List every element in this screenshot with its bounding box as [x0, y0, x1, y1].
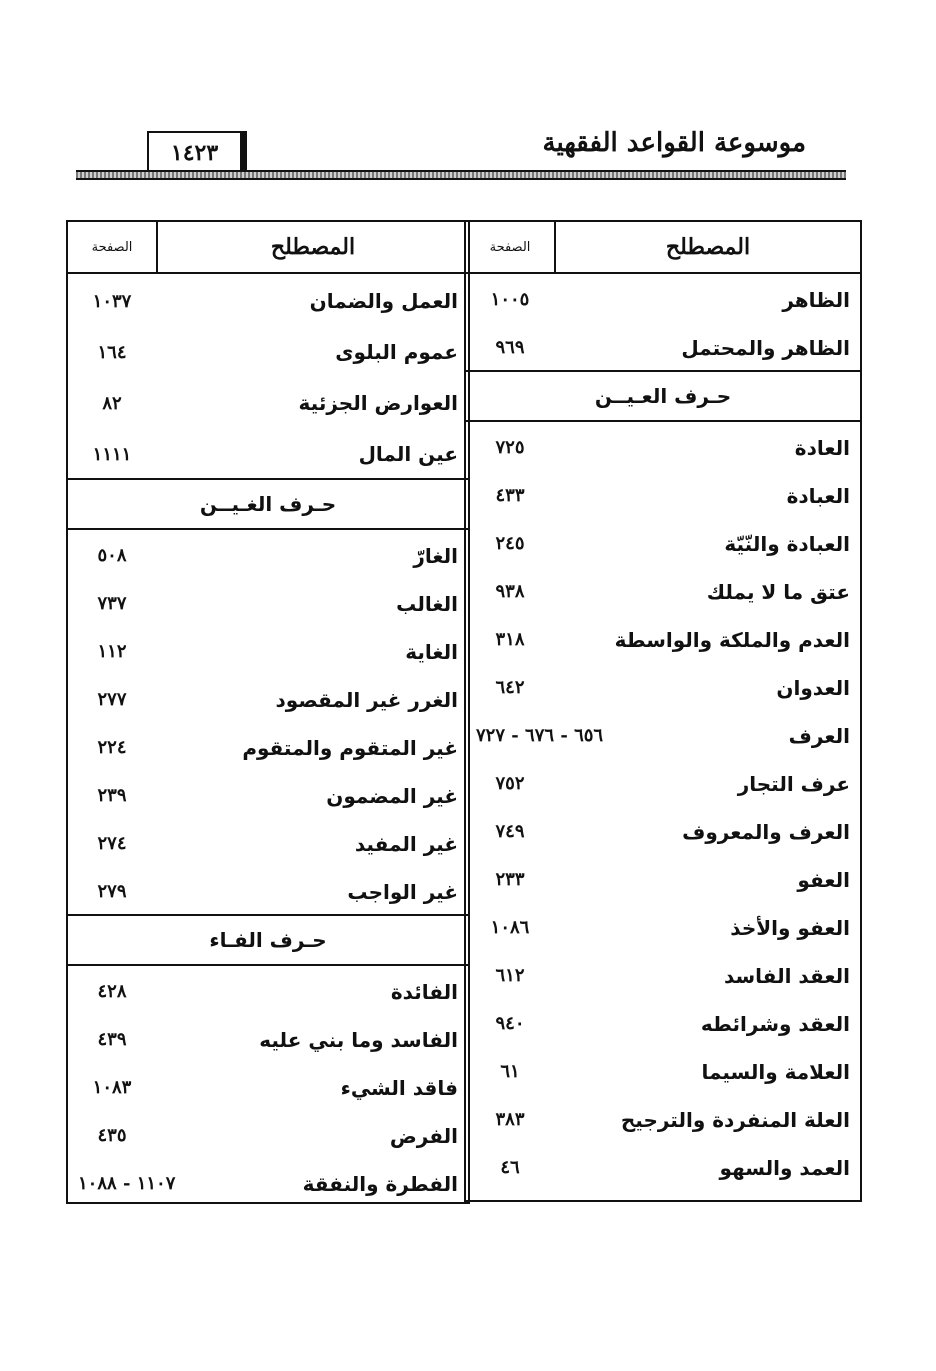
page-ref: ٦٥٦ - ٦٧٦ - ٧٢٧ [476, 725, 604, 746]
page-ref: ١٦٤ [97, 341, 127, 363]
term: عموم البلوى [335, 340, 458, 364]
page-ref: ٢٧٧ [97, 689, 127, 710]
page-ref: ٧٢٥ [495, 437, 525, 458]
right-column-header [466, 222, 860, 274]
term-header: المصطلح [270, 234, 356, 260]
term: العرف [788, 723, 850, 748]
term: عرف التجار [737, 771, 850, 796]
page-ref: ٦٤٢ [495, 677, 525, 698]
page-ref: ٢٤٥ [495, 533, 525, 554]
page-ref: ٦١ [500, 1061, 520, 1082]
page-ref: ٧٥٢ [495, 773, 525, 794]
page-ref: ٤٣٥ [97, 1125, 127, 1146]
page-ref: ٦١٢ [495, 965, 525, 986]
index-row [68, 626, 468, 674]
page-ref: ٢٣٣ [495, 869, 525, 890]
term: الفطرة والنفقة [302, 1171, 458, 1196]
page-ref: ١٠٨٣ [92, 1077, 132, 1098]
page-ref: ١١١١ [92, 443, 132, 465]
index-row [68, 966, 468, 1014]
page-ref: ٧٤٩ [495, 821, 525, 842]
index-row [68, 1110, 468, 1158]
page-header: الصفحة [466, 222, 556, 272]
index-row [68, 1014, 468, 1062]
page-ref: ١٠٨٦ [490, 917, 530, 938]
term: العادة [794, 435, 850, 460]
page-ref: ٢٣٩ [97, 785, 127, 806]
index-row [68, 325, 468, 376]
index-row [466, 422, 860, 470]
term: عتق ما لا يملك [706, 579, 850, 604]
page-ref: ٣٨٣ [495, 1109, 525, 1130]
page-ref: ١١٢ [97, 641, 127, 662]
index-row [466, 710, 860, 758]
page-ref: ٣١٨ [495, 629, 525, 650]
page-ref: ٢٧٤ [97, 833, 127, 854]
index-row [466, 902, 860, 950]
page-ref: ١٠٣٧ [92, 290, 132, 312]
index-row [466, 470, 860, 518]
index-row [466, 1142, 860, 1190]
page-ref: ٩٤٠ [495, 1013, 525, 1034]
term: غير الواجب [347, 879, 458, 904]
page-ref: ٨٢ [102, 392, 122, 414]
term: العمد والسهو [719, 1155, 850, 1180]
term: العقد وشرائطه [700, 1011, 850, 1036]
index-row [68, 578, 468, 626]
term: العقد الفاسد [723, 963, 850, 988]
term: الفاسد وما بني عليه [259, 1027, 458, 1052]
index-row [68, 866, 468, 914]
page-ref: ٥٠٨ [97, 545, 127, 566]
index-row [466, 1046, 860, 1094]
page-number: ١٤٢٣ [147, 131, 247, 175]
index-row [466, 950, 860, 998]
page-ref: ٤٣٩ [97, 1029, 127, 1050]
header-rule [76, 170, 846, 180]
index-row [466, 322, 860, 370]
term: الظاهر والمحتمل [681, 335, 850, 360]
page-ref: ١١٠٧ - ١٠٨٨ [78, 1173, 176, 1194]
term: العلامة والسيما [701, 1059, 850, 1084]
term: العبادة [786, 483, 850, 508]
term: العفو والأخذ [730, 915, 850, 940]
right-index-table [464, 220, 862, 1202]
term: الغارّ [413, 543, 458, 568]
page-ref: ٢٧٩ [97, 881, 127, 902]
index-row [68, 818, 468, 866]
term: الغالب [396, 591, 458, 616]
index-row [466, 566, 860, 614]
index-row [68, 274, 468, 325]
term: الفرض [389, 1123, 458, 1148]
term: عين المال [358, 442, 458, 466]
page-ref: ٩٦٩ [495, 337, 525, 358]
term: العدوان [776, 675, 850, 700]
term: العرف والمعروف [682, 819, 850, 844]
index-row [68, 1062, 468, 1110]
index-row [466, 854, 860, 902]
book-title: موسوعة القواعد الفقهية [542, 128, 806, 158]
page-ref: ٩٣٨ [495, 581, 525, 602]
section-heading-ghain: حـرف الغـيــن [68, 478, 468, 530]
page-ref: ١٠٠٥ [490, 289, 530, 310]
left-column-header [68, 222, 468, 274]
left-index-table [66, 220, 470, 1204]
page-ref: ٤٦ [500, 1157, 520, 1178]
term: الفائدة [390, 979, 458, 1004]
index-row [466, 1094, 860, 1142]
index-row [466, 998, 860, 1046]
page-ref: ٤٢٨ [97, 981, 127, 1002]
index-row [68, 1158, 468, 1206]
section-heading-ain: حـرف العـيــن [466, 370, 860, 422]
section-heading-fa: حـرف الفـاء [68, 914, 468, 966]
index-row [466, 518, 860, 566]
index-row [68, 427, 468, 478]
term: غير المتقوم والمتقوم [242, 735, 458, 760]
index-row [466, 614, 860, 662]
index-row [68, 376, 468, 427]
index-row [466, 806, 860, 854]
index-row [466, 758, 860, 806]
term: الغاية [405, 639, 458, 664]
term: العدم والملكة والواسطة [614, 627, 850, 652]
page-ref: ٤٣٣ [495, 485, 525, 506]
term: الظاهر [782, 287, 850, 312]
term: العلة المنفردة والترجيح [620, 1107, 850, 1132]
page-ref: ٧٣٧ [97, 593, 127, 614]
term: العوارض الجزئية [298, 391, 458, 415]
index-row [68, 530, 468, 578]
index-row [68, 722, 468, 770]
term: العمل والضمان [309, 289, 458, 313]
term: فاقد الشيء [340, 1075, 458, 1100]
index-row [466, 662, 860, 710]
page-header: الصفحة [68, 222, 158, 272]
index-row [68, 674, 468, 722]
term-header: المصطلح [665, 234, 751, 260]
term: العبادة والنّيّة [724, 531, 850, 556]
term: غير المضمون [326, 783, 458, 808]
index-row [466, 274, 860, 322]
term: العفو [797, 867, 850, 892]
index-row [68, 770, 468, 818]
term: الغرر غير المقصود [275, 687, 458, 712]
term: غير المفيد [354, 831, 458, 856]
page-ref: ٢٢٤ [97, 737, 127, 758]
